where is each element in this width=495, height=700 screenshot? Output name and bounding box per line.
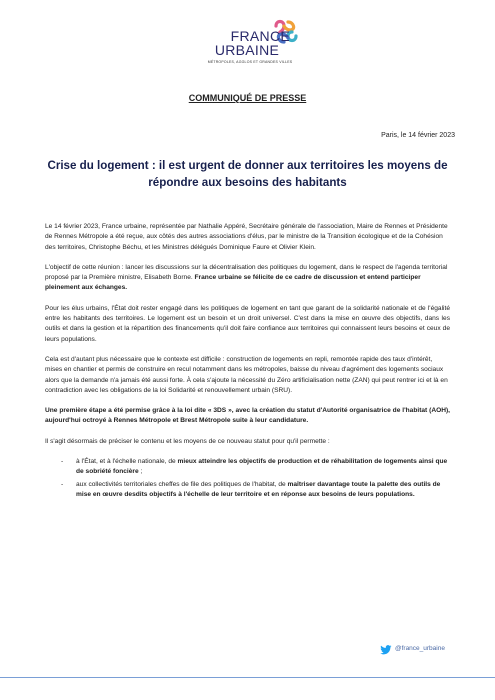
paragraph-next-step: Il s'agit désormais de préciser le contenu et les moyens de ce nouveau statut pour qu'il permette : (45, 437, 330, 445)
footer-divider (0, 677, 495, 678)
bullet-item (76, 457, 450, 478)
twitter-bird-icon (380, 645, 392, 655)
france-urbaine-logo (0, 16, 495, 74)
paragraph-objective-emphasis: France urbaine se félicite de ce cadre de discussion et entend participer pleinement aux échanges. (45, 274, 421, 292)
headline-line-2: répondre aux besoins des habitants (148, 176, 347, 189)
paragraph-objective-text: L'objectif de cette réunion : lancer les discussions sur la décentralisation des politiques du logement, dans le respect de l'agenda territorial proposé par la Première ministre, Elisabeth Borne. (45, 263, 448, 282)
bullet-item (76, 480, 450, 501)
logo-text-line1: FRANCE (230, 28, 290, 44)
headline-line-1: Crise du logement : il est urgent de donner aux territoires les moyens de (47, 159, 448, 172)
headline (46, 157, 449, 191)
paragraph-first-step-emphasis: Une première étape a été permise grâce à la loi dite « 3DS », avec la création du statut d'Autorité organisatrice de l'habitat (AOH), aujourd'hui octroyé à Rennes Métropole et Brest Métropole suite à leur candidature. (45, 407, 450, 425)
bullet-text: aux collectivités territoriales cheffes de file des politiques de l'habitat, de (76, 480, 288, 488)
logo-text-line2: URBAINE (214, 42, 280, 58)
paragraph-first-step (45, 406, 450, 427)
press-release-label: COMMUNIQUÉ DE PRESSE (188, 93, 307, 103)
bullet-emphasis: mieux atteindre les objectifs de production et de réhabilitation de logements ainsi que de sobriété foncière (76, 458, 448, 476)
paragraph-objective (45, 263, 450, 294)
paragraph-state-role: Pour les élus urbains, l'État doit rester engagé dans les politiques de logement en tant que garant de la solidarité nationale et de l'égalité entre les habitants des territoires. Le logement est un besoin et un droit universel. C'est dans la mise en œuvre des objectifs, dans les outils et dans la gestion et la répartition des financements qu'il doit faire confiance aux territoires qui connaissent leurs besoins et ceux de leurs populations. (45, 304, 450, 343)
bullet-list (45, 457, 450, 500)
paragraph-context: Cela est d'autant plus nécessaire que le contexte est difficile : construction de logements en repli, remontée rapide des taux d'intérêt, mises en chantier et permis de construire en recul notamment dans les métropoles, baisse du niveau d'agrément des logements sociaux alors que la demande n'a jamais été aussi forte. À cela s'ajoute la nécessité du Zéro artificialisation nette (ZAN) qui peut rentrer ici et là en contradiction avec les obligations de la loi Solidarité et renouvellement urbain (SRU). (45, 355, 448, 394)
bullet-text: à l'État, et à l'échelle nationale, de (76, 458, 178, 466)
dateline: Paris, le 14 février 2023 (381, 132, 455, 139)
body-text (45, 222, 450, 502)
twitter-handle[interactable]: @france_urbaine (395, 645, 445, 652)
paragraph-intro: Le 14 février 2023, France urbaine, représentée par Nathalie Appéré, Secrétaire générale de l'association, Maire de Rennes et Présidente de Rennes Métropole a été reçue, aux côtés des autres associations d'élus, par le ministre de la Transition écologique et de la Cohésion des territoires, Christophe Béchu, et les Ministres délégués Dominique Faure et Olivier Klein. (45, 223, 448, 251)
logo-tagline: MÉTROPOLES, AGGLOS ET GRANDES VILLES (207, 60, 293, 64)
bullet-emphasis: maîtriser davantage toute la palette des outils de mise en œuvre desdits objectifs à l'échelle de leur territoire et en réponse aux besoins de leurs populations. (76, 480, 441, 498)
bullet-tail: ; (138, 468, 143, 476)
